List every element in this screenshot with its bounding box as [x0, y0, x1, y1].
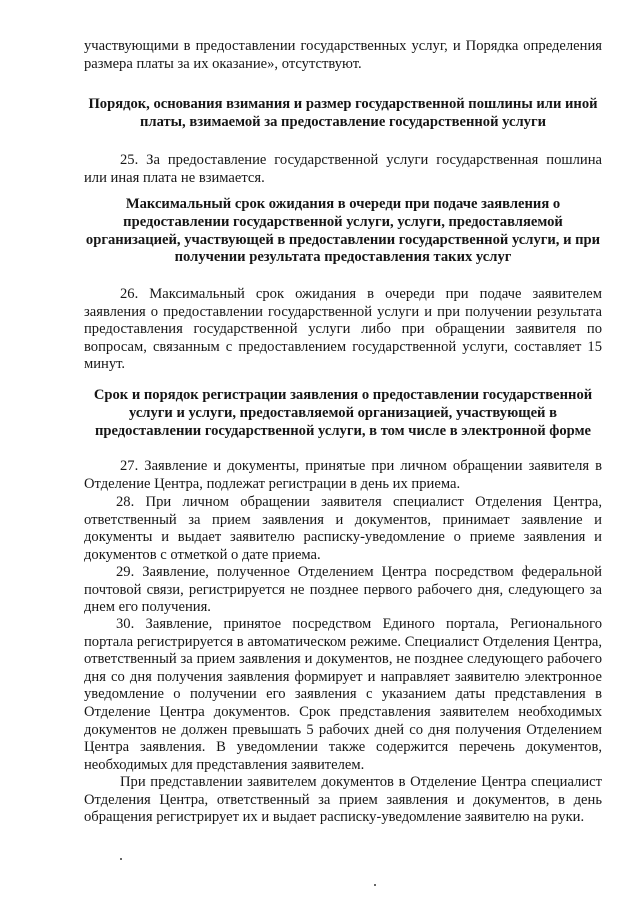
heading-fee: Порядок, основания взимания и размер государственной пошлины или иной платы, взимаемой за предоставление государственной услуги [88, 96, 598, 130]
paragraph-27: 27. Заявление и документы, принятые при личном обращении заявителя в Отделение Центра, подлежат регистрации в день их приема. [84, 458, 602, 492]
heading-wait-time: Максимальный срок ожидания в очереди при подаче заявления о предоставлении государственной услуги, услуги, предоставляемой организацией, участвующей в предоставлении государственной услуги, и при получении результата предоставления таких услуг [85, 196, 601, 266]
paragraph-29: 29. Заявление, полученное Отделением Центра посредством федеральной почтовой связи, регистрируется не позднее первого рабочего дня, следующего за днем его получения. [84, 564, 602, 616]
paragraph-30-continued: При представлении заявителем документов в Отделение Центра специалист Отделения Центра, ответственный за прием заявления и документов, в день обращения регистрирует их и выдает расписку-уведомление заявителю на руки. [84, 774, 602, 826]
scan-speck [374, 884, 376, 886]
paragraph-28: 28. При личном обращении заявителя специалист Отделения Центра, ответственный за прием заявления и документов, принимает заявление и документы и выдает заявителю расписку-уведомление о приеме заявления и документов с отметкой о дате приема. [84, 494, 602, 563]
scan-speck [120, 858, 122, 860]
paragraph-25: 25. За предоставление государственной услуги государственная пошлина или иная плата не взимается. [84, 152, 602, 186]
paragraph-30: 30. Заявление, принятое посредством Единого портала, Регионального портала регистрируется в автоматическом режиме. Специалист Отделения Центра, ответственный за прием заявления и документов, не позднее следующего рабочего дня со дня получения заявления формирует и направляет заявителю электронное уведомление о получении его заявления с указанием даты представления в Отделение Центра документов. Срок представления заявителем необходимых документов не должен превышать 5 рабочих дней со дня получения Отделением Центра заявления. В уведомлении также содержится перечень документов, необходимых для представления заявителем. [84, 616, 602, 773]
intro-paragraph: участвующими в предоставлении государственных услуг, и Порядка определения размера платы за их оказание», отсутствуют. [84, 38, 602, 72]
heading-registration: Срок и порядок регистрации заявления о предоставлении государственной услуги и услуги, предоставляемой организацией, участвующей в предоставлении государственной услуги, в том числе в электронной форме [93, 387, 593, 439]
paragraph-26: 26. Максимальный срок ожидания в очереди при подаче заявителем заявления о предоставлении государственной услуги и при получении результата предоставления государственной услуги либо при обращении заявителя по вопросам, связанным с предоставлением государственной услуги, составляет 15 минут. [84, 286, 602, 373]
